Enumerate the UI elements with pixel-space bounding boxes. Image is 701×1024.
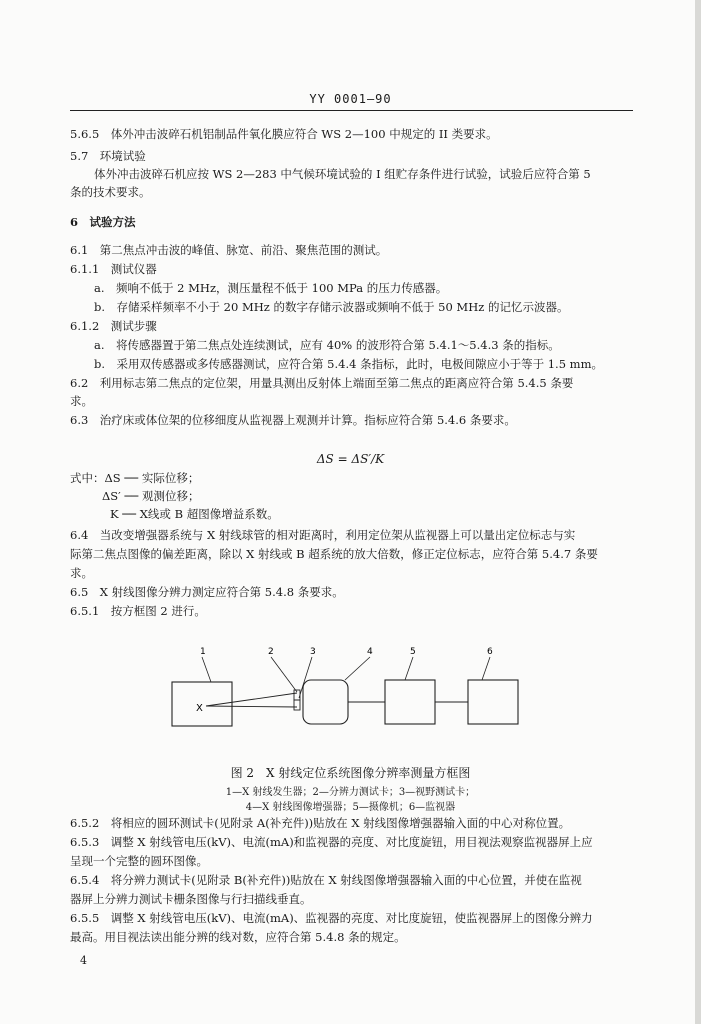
box-image-intensifier xyxy=(303,680,348,724)
label-6: 6 xyxy=(487,647,493,657)
leader-2 xyxy=(271,657,297,692)
clause-6-5-3: 6.5.3 调整 X 射线管电压(kV)、电流(mA)和监视器的亮度、对比度旋钮，用目视法观察监视器屏上应 xyxy=(70,835,593,849)
clause-6-3: 6.3 治疗床或体位架的位移细度从监视器上观测并计算。指标应符合第 5.4.6 条要求。 xyxy=(70,413,516,427)
clause-6-5-3-cont: 呈现一个完整的圆环图像。 xyxy=(70,854,208,868)
where-delta-s: 式中：ΔS ── 实际位移； xyxy=(70,471,200,485)
formula: ΔS = ΔS′/K xyxy=(316,452,385,466)
clause-6-2: 6.2 利用标志第二焦点的定位架，用量具测出反射体上端面至第二焦点的距离应符合第 5.4.5 条要 xyxy=(70,376,574,390)
clause-6-5-5-cont: 最高。用目视法读出能分辨的线对数，应符合第 5.4.8 条的规定。 xyxy=(70,930,406,944)
test-card-field xyxy=(294,700,300,710)
section-6-heading: 6 试验方法 xyxy=(70,215,136,229)
label-5: 5 xyxy=(410,647,416,657)
clause-6-1-2-a: a. 将传感器置于第二焦点处连续测试，应有 40% 的波形符合第 5.4.1～5.4.3 条的指标。 xyxy=(94,338,560,352)
clause-6-1-2-b: b. 采用双传感器或多传感器测试，应符合第 5.4.4 条指标，此时，电极间隙应小于等于 1.5 mm。 xyxy=(94,357,603,371)
beam-upper xyxy=(206,693,297,706)
clause-5-6-5: 5.6.5 体外冲击波碎石机铝制品件氧化膜应符合 WS 2—100 中规定的 II 类要求。 xyxy=(70,127,498,141)
clause-6-5-4-cont: 器屏上分辨力测试卡栅条图像与行扫描线垂直。 xyxy=(70,892,312,906)
clause-6-4-cont-1: 际第二焦点图像的偏差距离，除以 X 射线或 B 超系统的放大倍数，修正定位标志，应符合第 5.4.7 条要 xyxy=(70,547,598,561)
clause-6-5-1: 6.5.1 按方框图 2 进行。 xyxy=(70,604,206,618)
clause-6-1: 6.1 第二焦点冲击波的峰值、脉宽、前沿、聚焦范围的测试。 xyxy=(70,243,388,257)
clause-6-5: 6.5 X 射线图像分辨力测定应符合第 5.4.8 条要求。 xyxy=(70,585,344,599)
clause-5-7: 5.7 环境试验 xyxy=(70,149,146,163)
page-edge xyxy=(695,0,701,1024)
where-delta-s-prime: ΔS′ ── 观测位移； xyxy=(102,489,200,503)
leader-5 xyxy=(405,657,413,680)
label-1: 1 xyxy=(200,647,206,657)
clause-6-5-4: 6.5.4 将分辨力测试卡(见附录 B(补充件))贴放在 X 射线图像增强器输入面的中心位置，并使在监视 xyxy=(70,873,582,887)
clause-5-7-body-2: 条的技术要求。 xyxy=(70,185,151,199)
leader-6 xyxy=(482,657,490,680)
header-rule xyxy=(70,110,633,111)
leader-1 xyxy=(202,657,211,682)
beam-lower xyxy=(206,706,297,707)
leader-3 xyxy=(299,657,312,698)
document-header: YY 0001—90 xyxy=(309,92,392,106)
label-3: 3 xyxy=(310,647,316,657)
where-k: K ── X线或 B 超图像增益系数。 xyxy=(110,507,279,521)
box-camera xyxy=(385,680,435,724)
page-number: 4 xyxy=(80,954,87,967)
clause-6-5-2: 6.5.2 将相应的圆环测试卡(见附录 A(补充件))贴放在 X 射线图像增强器输入面的中心对称位置。 xyxy=(70,816,571,830)
leader-4 xyxy=(345,657,370,680)
clause-6-1-2: 6.1.2 测试步骤 xyxy=(70,319,157,333)
clause-6-5-5: 6.5.5 调整 X 射线管电压(kV)、电流(mA)、监视器的亮度、对比度旋钮，使监视器屏上的图像分辨力 xyxy=(70,911,593,925)
block-diagram xyxy=(0,640,701,750)
label-4: 4 xyxy=(367,647,373,657)
x-mark: X xyxy=(196,703,203,714)
label-2: 2 xyxy=(268,647,274,657)
clause-6-1-1-b: b. 存储采样频率不小于 20 MHz 的数字存储示波器或频响不低于 50 MHz 的记忆示波器。 xyxy=(94,300,569,314)
clause-6-1-1: 6.1.1 测试仪器 xyxy=(70,262,157,276)
clause-6-2-cont: 求。 xyxy=(70,394,93,408)
clause-6-4: 6.4 当改变增强器系统与 X 射线球管的相对距离时，利用定位架从监视器上可以量出定位标志与实 xyxy=(70,528,576,542)
figure-legend-2: 4—X 射线图像增强器；5—摄像机；6—监视器 xyxy=(245,802,456,813)
clause-5-7-body-1: 体外冲击波碎石机应按 WS 2—283 中气候环境试验的 I 组贮存条件进行试验，试验后应符合第 5 xyxy=(94,167,591,181)
clause-6-1-1-a: a. 频响不低于 2 MHz，测压量程不低于 100 MPa 的压力传感器。 xyxy=(94,281,448,295)
box-monitor xyxy=(468,680,518,724)
clause-6-4-cont-2: 求。 xyxy=(70,566,93,580)
figure-legend-1: 1—X 射线发生器；2—分辨力测试卡；3—视野测试卡； xyxy=(225,787,476,798)
figure-title: 图 2 X 射线定位系统图像分辨率测量方框图 xyxy=(230,766,471,780)
